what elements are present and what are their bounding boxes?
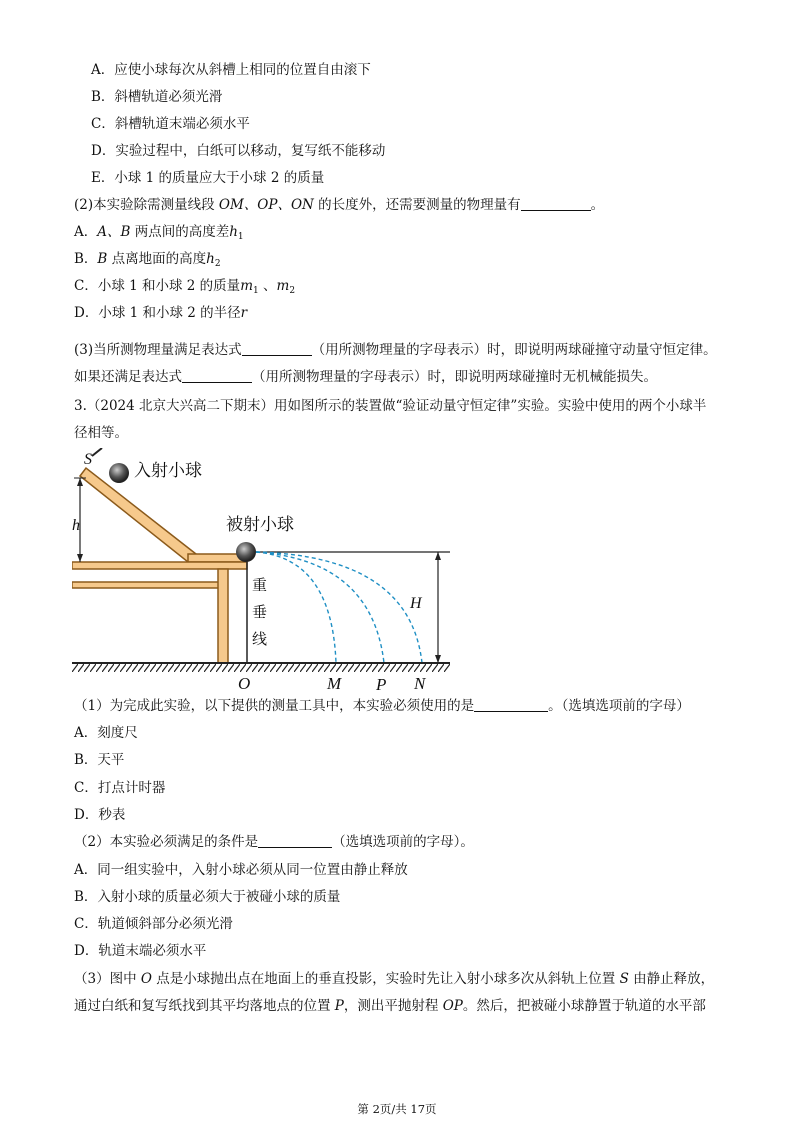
var: r	[240, 305, 248, 321]
text: D．小球 1 和小球 2 的半径	[74, 305, 241, 321]
text: 通过白纸和复写纸找到其平均落地点的位置	[74, 998, 335, 1014]
subscript: 2	[214, 259, 221, 269]
q3-part1-option-c: C．打点计时器	[74, 780, 166, 796]
var: P	[334, 998, 344, 1014]
label-h: h	[72, 517, 80, 534]
label-plumb-2: 垂	[252, 603, 268, 621]
q2-part3-line2	[74, 367, 657, 387]
text: 由静止释放，	[628, 971, 715, 987]
text: （2）本实验必须满足的条件是	[74, 834, 259, 850]
label-P: P	[376, 675, 387, 694]
text: 点是小球抛出点在地面上的垂直投影，实验时先让入射小球多次从斜轨上位置	[151, 971, 620, 987]
q3-part2-option-d: D．轨道末端必须水平	[74, 943, 207, 959]
q2-part2-option-a	[74, 222, 244, 247]
var: h	[229, 224, 238, 240]
label-s: S	[84, 451, 92, 468]
q2-part3-line1	[74, 340, 717, 360]
q3-part2-option-c: C．轨道倾斜部分必须光滑	[74, 916, 233, 932]
var: OP	[442, 998, 463, 1014]
text: A．	[74, 224, 98, 240]
q2-part2-option-d	[74, 303, 247, 323]
text: C．小球 1 和小球 2 的质量	[74, 278, 241, 294]
q2-option-c: C．斜槽轨道末端必须水平	[91, 116, 250, 132]
q3-intro-line2: 径相等。	[74, 425, 128, 441]
page-footer: 第 2页/共 17页	[357, 1102, 437, 1116]
text: （用所测物理量的字母表示）时，即说明两球碰撞时无机械能损失。	[252, 369, 657, 385]
answer-blank[interactable]	[242, 341, 312, 356]
q3-part1-option-d: D．秒表	[74, 807, 126, 823]
label-plumb-3: 线	[252, 630, 268, 648]
text: B．	[74, 251, 98, 267]
var: m	[276, 278, 290, 294]
subscript: 2	[289, 286, 296, 296]
text: （3）图中	[74, 971, 141, 987]
text: (2)本实验除需测量线段	[74, 197, 219, 213]
q2-part2-option-c	[74, 276, 295, 301]
table-rail	[72, 582, 222, 588]
ground-hatching	[72, 664, 450, 672]
subscript: 1	[237, 232, 244, 242]
text: 两点间的高度差	[130, 224, 230, 240]
incident-ball	[109, 463, 129, 483]
text: 的长度外，还需要测量的物理量有	[313, 197, 521, 213]
q2-part2-stem	[74, 195, 604, 215]
text: (3)当所测物理量满足表达式	[74, 342, 242, 358]
label-N: N	[414, 674, 426, 693]
var: S	[619, 971, 629, 987]
text: 。（选填选项前的字母）	[548, 698, 690, 714]
text: 。然后，把被碰小球静置于轨道的水平部	[462, 998, 706, 1014]
horizontal-track	[188, 554, 244, 562]
answer-blank[interactable]	[521, 196, 591, 211]
q3-part2-option-b: B．入射小球的质量必须大于被碰小球的质量	[74, 889, 341, 905]
q3-part2-option-a: A．同一组实验中，入射小球必须从同一位置由静止释放	[74, 862, 408, 878]
text: （1）为完成此实验，以下提供的测量工具中，本实验必须使用的是	[74, 698, 475, 714]
label-plumb-1: 重	[252, 576, 268, 594]
q3-part1-option-b: B．天平	[74, 752, 125, 768]
label-O: O	[238, 674, 251, 693]
target-ball	[236, 542, 256, 562]
q3-part1-option-a: A．刻度尺	[74, 725, 138, 741]
q2-part2-option-b	[74, 249, 221, 274]
experiment-apparatus-figure	[72, 448, 452, 696]
label-target-ball: 被射小球	[226, 515, 294, 535]
var: B	[97, 251, 108, 267]
var: h	[206, 251, 215, 267]
trajectories	[256, 552, 422, 663]
text: 如果还满足表达式	[74, 369, 182, 385]
q3-part2-stem	[74, 832, 474, 852]
table-top	[72, 562, 247, 569]
text: ，测出平抛射程	[343, 998, 443, 1014]
label-M: M	[327, 674, 342, 693]
var: O	[140, 971, 152, 987]
text: （用所测物理量的字母表示）时，即说明两球碰撞守动量守恒定律。	[311, 342, 717, 358]
q2-option-a: A．应使小球每次从斜槽上相同的位置自由滚下	[91, 62, 371, 78]
q3-part3-line2	[74, 996, 706, 1016]
q2-option-d: D．实验过程中，白纸可以移动，复写纸不能移动	[91, 143, 386, 159]
label-incident-ball: 入射小球	[134, 461, 202, 481]
subscript: 1	[253, 286, 259, 296]
q2-option-e: E．小球 1 的质量应大于小球 2 的质量	[91, 170, 325, 186]
q3-part1-stem	[74, 696, 690, 716]
var: m	[240, 278, 253, 294]
answer-blank[interactable]	[258, 833, 332, 848]
trajectory-n	[256, 552, 422, 663]
text: （选填选项前的字母）。	[332, 834, 474, 850]
q3-part3-line1	[74, 969, 714, 989]
answer-blank[interactable]	[474, 697, 548, 712]
segment-names: OM、OP、ON	[218, 197, 314, 213]
text: 点离地面的高度	[107, 251, 207, 267]
stopper-s	[92, 448, 102, 456]
table-leg	[218, 569, 228, 663]
trajectory-p	[256, 552, 384, 663]
answer-blank[interactable]	[182, 368, 252, 383]
label-H: H	[410, 595, 422, 612]
text: 。	[590, 197, 605, 213]
text: 、	[258, 278, 277, 294]
q2-option-b: B．斜槽轨道必须光滑	[91, 89, 223, 105]
var: A、B	[97, 224, 131, 240]
q3-intro-line1: 3.（2024 北京大兴高二下期末）用如图所示的装置做“验证动量守恒定律”实验。实验中使用的两个小球半	[74, 398, 707, 414]
inclined-chute	[80, 468, 196, 562]
